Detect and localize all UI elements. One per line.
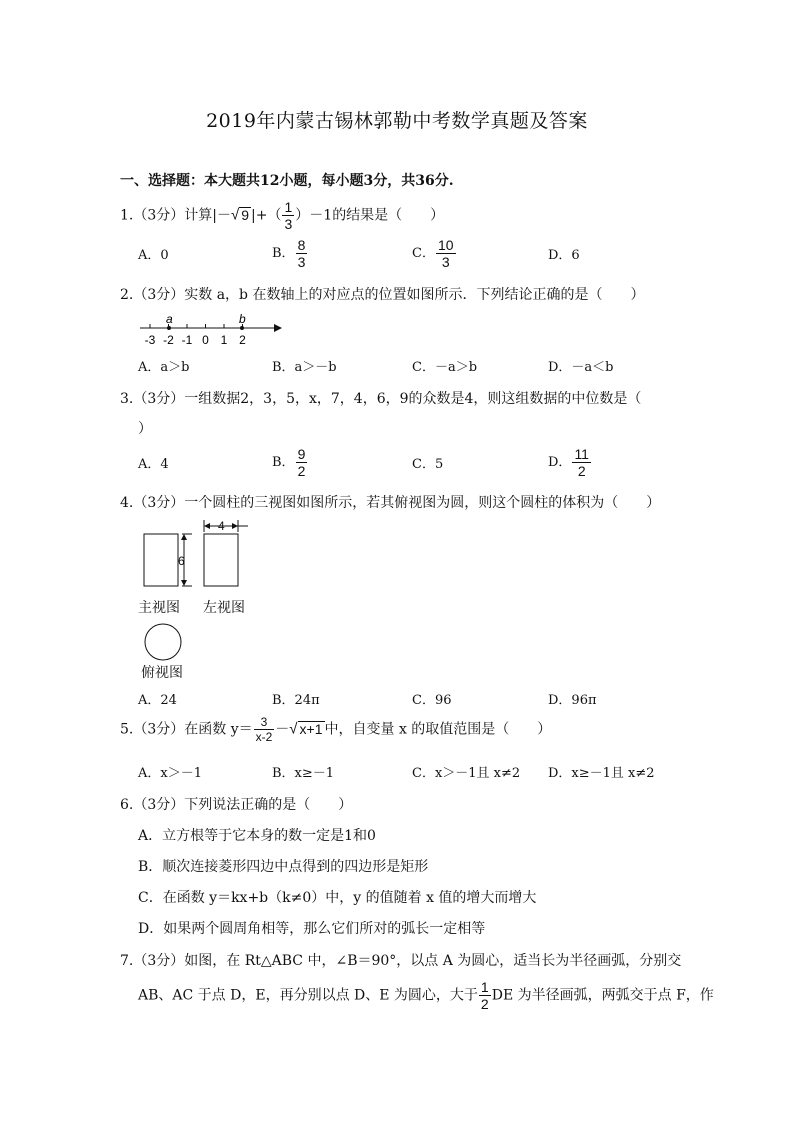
question-5: [120, 716, 551, 743]
q5-option-b: B．x≥－1: [272, 766, 335, 781]
front-view-label: 主视图: [138, 599, 180, 615]
q3-d-den: 2: [577, 463, 586, 479]
question-4: 4.（3分）一个圆柱的三视图如图所示，若其俯视图为圆，则这个圆柱的体积为（ ）: [120, 495, 661, 511]
q1-option-d: D．6: [548, 248, 580, 263]
q1-b-den: 3: [297, 254, 306, 270]
q5-fraction: [254, 716, 275, 743]
q1-b-num: 8: [297, 237, 306, 253]
q1-option-b: [272, 238, 308, 269]
question-6: 6.（3分）下列说法正确的是（ ）: [120, 797, 353, 813]
q7-line2-b: DE 为半径画弧，两弧交于点 F，作: [491, 987, 714, 1004]
q3-b-num: 9: [297, 446, 306, 462]
q1-suffix: 的结果是（ ）: [332, 207, 445, 224]
page-title: 2019年内蒙古锡林郭勒中考数学真题及答案: [206, 110, 588, 132]
q1-c-num: 10: [437, 237, 454, 253]
q4-option-c: C．96: [412, 693, 452, 708]
width-label: 4: [218, 519, 225, 533]
width-arrow-right: [232, 523, 238, 529]
q3-option-d-label: D．: [548, 455, 572, 470]
q1-option-b-label: B．: [272, 246, 295, 261]
q3-b-den: 2: [297, 463, 306, 479]
q5-minus: －: [275, 721, 290, 738]
q2-option-c: C．－a＞b: [412, 360, 478, 375]
q1-option-c-frac: [436, 238, 456, 269]
q3-option-b-label: B．: [272, 455, 295, 470]
q5-option-d: D．x≥－1且 x≠2: [548, 766, 655, 781]
q4-option-d: D．96π: [548, 693, 597, 708]
question-7-line2: [138, 980, 714, 1011]
q7-frac-den: 2: [480, 996, 489, 1012]
point-a: [167, 326, 171, 330]
height-arrow-down: [181, 580, 187, 586]
front-view-rect: [144, 534, 178, 586]
question-7-line1: 7.（3分）如图，在 Rt△ABC 中，∠B＝90°，以点 A 为圆心，适当长为半径画弧，分别交: [120, 953, 682, 969]
q7-fraction: [479, 980, 491, 1011]
top-view-circle: [145, 624, 181, 660]
number-line-tick-label: 1: [220, 333, 228, 347]
number-line-arrow: [274, 324, 282, 332]
q5-option-c: C．x＞－1且 x≠2: [412, 766, 521, 781]
q6-option-a: A．立方根等于它本身的数一定是1和0: [138, 828, 376, 844]
q1-c-den: 3: [441, 254, 450, 270]
q1-frac-num: 1: [284, 199, 293, 215]
question-3-line1: 3.（3分）一组数据2，3，5，x，7，4，6，9的众数是4，则这组数据的中位数是（: [120, 391, 642, 407]
q6-option-d: D．如果两个圆周角相等，那么它们所对的弧长一定相等: [138, 921, 486, 937]
question-1: [120, 200, 444, 231]
q1-prefix: 1.（3分）计算|－: [120, 207, 231, 224]
q1-option-a: A．0: [138, 248, 169, 263]
number-line-tick-label: -1: [181, 333, 193, 347]
q5-suffix: 中，自变量 x 的取值范围是（ ）: [324, 721, 552, 738]
q7-frac-num: 1: [480, 979, 489, 995]
point-b: [240, 326, 244, 330]
number-line-tick-label: 2: [239, 333, 246, 347]
number-line-tick-label: -3: [144, 333, 156, 347]
sqrt-sign: √: [230, 206, 240, 224]
q5-option-a: A．x＞－1: [138, 766, 202, 781]
q3-option-d: [548, 447, 592, 478]
q5-frac-num: 3: [254, 716, 275, 730]
section-heading: 一、选择题：本大题共12小题，每小题3分，共36分.: [120, 173, 454, 189]
q3-option-a: A．4: [138, 457, 169, 472]
left-view-rect: [204, 534, 238, 586]
q3-d-num: 11: [574, 446, 589, 462]
point-b-label: b: [239, 312, 246, 326]
q6-option-b: B．顺次连接菱形四边中点得到的四边形是矩形: [138, 859, 429, 875]
q2-option-d: D．－a＜b: [548, 360, 614, 375]
point-a-label: a: [166, 312, 173, 326]
q4-option-b: B．24π: [272, 693, 320, 708]
q5-sqrt-arg: x+1: [299, 720, 323, 737]
number-line-tick-label: 0: [202, 333, 209, 347]
question-3-line2: ）: [138, 421, 152, 437]
left-view-label: 左视图: [203, 599, 245, 615]
height-label: 6: [178, 554, 185, 568]
q1-option-c-label: C．: [412, 246, 435, 261]
sqrt-sign: √: [289, 720, 298, 738]
q6-option-c: C．在函数 y＝kx+b（k≠0）中，y 的值随着 x 值的增大而增大: [138, 890, 537, 906]
width-arrow-left: [204, 523, 210, 529]
q1-fraction: [282, 200, 294, 231]
q1-option-b-frac: [296, 238, 308, 269]
height-arrow-up: [181, 534, 187, 540]
top-view-label: 俯视图: [141, 664, 183, 680]
q4-option-a: A．24: [138, 693, 177, 708]
q3-option-b: [272, 447, 308, 478]
q5-prefix: 5.（3分）在函数 y＝: [120, 721, 253, 738]
q3-option-c: C．5: [412, 457, 444, 472]
question-2: 2.（3分）实数 a，b 在数轴上的对应点的位置如图所示．下列结论正确的是（ ）: [120, 287, 645, 303]
q7-line2-a: AB、AC 于点 D，E，再分别以点 D、E 为圆心，大于: [138, 987, 478, 1004]
q1-sqrt-arg: 9: [241, 206, 250, 223]
q1-exp: ）－1: [295, 207, 333, 224]
number-line-ticks: [145, 324, 246, 347]
q2-option-b: B．a＞－b: [272, 360, 337, 375]
q2-option-a: A．a＞b: [138, 360, 190, 375]
number-line-tick-label: -2: [163, 333, 174, 347]
number-line-figure: [138, 310, 284, 348]
q3-option-d-frac: [572, 447, 591, 478]
q5-frac-den: x-2: [255, 730, 273, 744]
q3-option-b-frac: [296, 447, 308, 478]
q1-mid: |+（: [251, 207, 282, 224]
q1-frac-den: 3: [284, 216, 293, 232]
q1-option-c: [412, 238, 457, 269]
